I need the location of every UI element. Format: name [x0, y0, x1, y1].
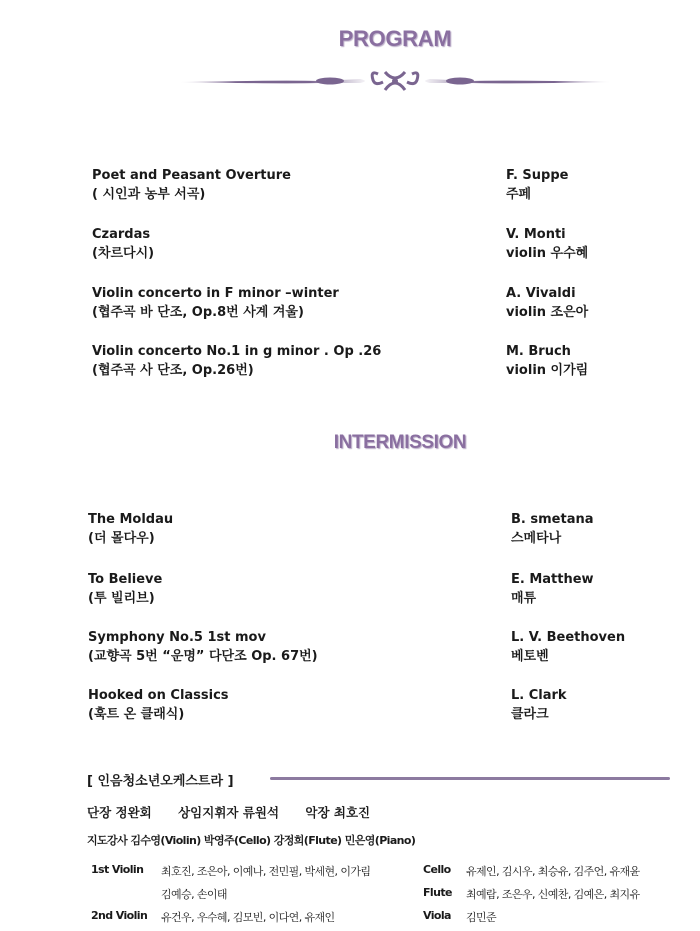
- piece-title-en: Symphony No.5 1st mov: [88, 630, 266, 645]
- member-list-cello: 유제인, 김시우, 최승유, 김주언, 유재윤: [466, 865, 640, 878]
- piece-title-en: Hooked on Classics: [88, 688, 229, 703]
- piece-title-ko: (훅트 온 클래식): [88, 707, 185, 722]
- instructors: 지도강사 김수영(Violin) 박영주(Cello) 강정희(Flute) 민은영(Piano): [87, 834, 416, 847]
- member-label-viola: Viola: [423, 909, 451, 922]
- resident-conductor: 상임지휘자 류원석: [178, 805, 280, 820]
- member-label-flute: Flute: [423, 886, 452, 899]
- ornamental-divider-icon: [180, 66, 610, 102]
- intermission-heading: INTERMISSION: [333, 432, 467, 453]
- piece-title-en: Violin concerto in F minor –winter: [92, 286, 339, 301]
- composer-block: [506, 342, 588, 380]
- composer-name: L. Clark: [511, 688, 567, 703]
- piece-title-en: Poet and Peasant Overture: [92, 168, 291, 183]
- composer-detail: violin 조은아: [506, 305, 589, 320]
- composer-block: [506, 225, 588, 263]
- piece-title-ko: ( 시인과 농부 서곡): [92, 187, 206, 202]
- composer-block: [511, 570, 594, 608]
- composer-name: B. smetana: [511, 512, 594, 527]
- program-item: [88, 570, 162, 608]
- composer-detail: 클라크: [511, 707, 549, 722]
- piece-title-en: Violin concerto No.1 in g minor . Op .26: [92, 344, 382, 359]
- composer-block: [506, 284, 588, 322]
- piece-title-ko: (교향곡 5번 “운명” 다단조 Op. 67번): [88, 649, 318, 664]
- composer-detail: violin 이가림: [506, 363, 589, 378]
- piece-title-ko: (협주곡 사 단조, Op.26번): [92, 363, 254, 378]
- program-item: [88, 686, 229, 724]
- member-list-violin1: 최호진, 조은아, 이예나, 전민필, 박세현, 이가림: [161, 865, 371, 878]
- member-list-violin1-cont: 김예승, 손이태: [161, 888, 227, 901]
- composer-block: [506, 166, 568, 204]
- program-item: [92, 225, 154, 263]
- member-list-viola: 김민준: [466, 911, 497, 924]
- piece-title-ko: (차르다시): [92, 246, 155, 261]
- composer-detail: 매튜: [511, 591, 537, 606]
- program-item: [92, 166, 291, 204]
- member-label-cello: Cello: [423, 863, 451, 876]
- piece-title-en: To Believe: [88, 572, 163, 587]
- composer-name: L. V. Beethoven: [511, 630, 626, 645]
- composer-detail: 베토벤: [511, 649, 549, 664]
- member-label-violin2: 2nd Violin: [91, 909, 148, 922]
- composer-name: V. Monti: [506, 227, 566, 242]
- orchestra-name: [ 인음청소년오케스트라 ]: [87, 774, 234, 789]
- member-list-violin2: 유건우, 우수혜, 김모빈, 이다연, 유재인: [161, 911, 335, 924]
- page-title: PROGRAM: [338, 26, 452, 51]
- composer-name: F. Suppe: [506, 168, 569, 183]
- program-item: [88, 628, 318, 666]
- piece-title-en: Czardas: [92, 227, 151, 242]
- piece-title-ko: (더 몰다우): [88, 531, 155, 546]
- conductor: 단장 정완회: [87, 805, 152, 820]
- composer-name: E. Matthew: [511, 572, 594, 587]
- composer-name: M. Bruch: [506, 344, 571, 359]
- section-divider: [270, 777, 670, 780]
- piece-title-ko: (투 빌리브): [88, 591, 155, 606]
- piece-title-ko: (협주곡 바 단조, Op.8번 사계 겨울): [92, 305, 304, 320]
- composer-detail: violin 우수혜: [506, 246, 589, 261]
- program-item: [92, 284, 339, 322]
- piece-title-en: The Moldau: [88, 512, 174, 527]
- composer-detail: 스메타나: [511, 531, 562, 546]
- program-item: [92, 342, 381, 380]
- member-list-flute: 최예람, 조은우, 신예찬, 김예은, 최지유: [466, 888, 640, 901]
- composer-detail: 주페: [506, 187, 532, 202]
- composer-block: [511, 686, 567, 724]
- member-label-violin1: 1st Violin: [91, 863, 144, 876]
- composer-block: [511, 628, 625, 666]
- composer-block: [511, 510, 594, 548]
- program-item: [88, 510, 173, 548]
- composer-name: A. Vivaldi: [506, 286, 576, 301]
- orchestra-staff: [87, 803, 392, 821]
- concertmaster: 악장 최호진: [305, 805, 371, 820]
